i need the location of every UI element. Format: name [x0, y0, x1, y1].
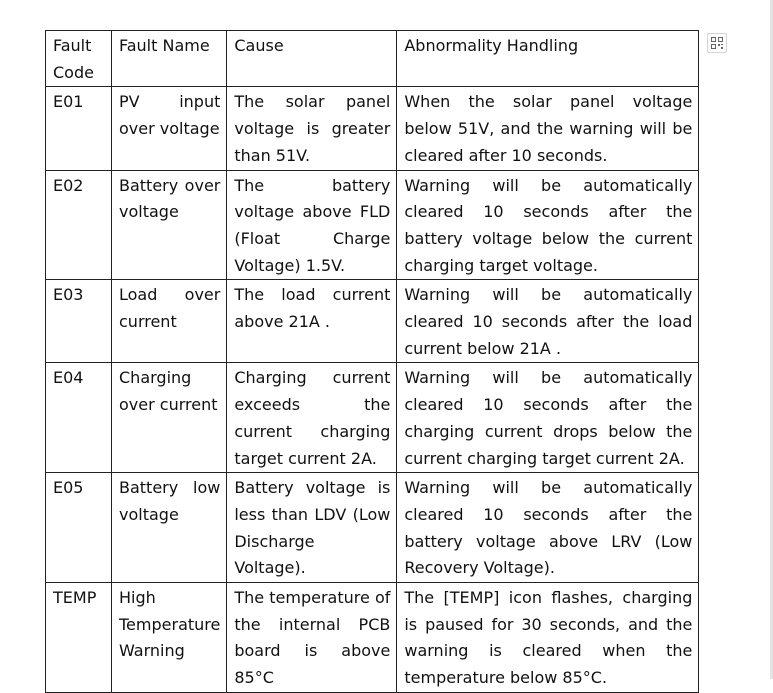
handling-cell: When the solar panel voltage below 51V, and the warning will be cleared after 10 seconds.: [397, 87, 699, 170]
handling-cell: Warning will be automatically cleared 10 seconds after the load current below 21A .: [397, 280, 699, 363]
handling-cell: Warning will be automatically cleared 10 seconds after the battery voltage below the current charging target voltage.: [397, 170, 699, 280]
cause-cell: Battery voltage is less than LDV (Low Discharge Voltage).: [227, 473, 397, 583]
fault-code-cell: E03: [46, 280, 112, 363]
fault-code-cell: E05: [46, 473, 112, 583]
header-fault-code: Fault Code: [46, 31, 112, 87]
fault-name-cell: Battery low voltage: [112, 473, 227, 583]
cause-cell: The solar panel voltage is greater than 51V.: [227, 87, 397, 170]
fault-code-cell: E04: [46, 363, 112, 473]
table-row: [46, 87, 699, 170]
fault-name-cell: High Temperature Warning: [112, 583, 227, 693]
cause-cell: Charging current exceeds the current charging target current 2A.: [227, 363, 397, 473]
qr-code-icon[interactable]: [707, 33, 727, 53]
handling-cell: The [TEMP] icon flashes, charging is paused for 30 seconds, and the warning is cleared when the temperature below 85°C.: [397, 583, 699, 693]
cause-cell: The load current above 21A .: [227, 280, 397, 363]
fault-name-cell: PV input over voltage: [112, 87, 227, 170]
table-row: [46, 170, 699, 280]
table-row: [46, 280, 699, 363]
fault-code-table: [45, 30, 699, 693]
header-abnormality-handling: Abnormality Handling: [397, 31, 699, 87]
header-fault-name: Fault Name: [112, 31, 227, 87]
fault-code-cell: E02: [46, 170, 112, 280]
cause-cell: The battery voltage above FLD (Float Charge Voltage) 1.5V.: [227, 170, 397, 280]
fault-code-cell: TEMP: [46, 583, 112, 693]
table-header-row: [46, 31, 699, 87]
table-row: [46, 583, 699, 693]
table-row: [46, 473, 699, 583]
qr-code-glyph: [711, 37, 723, 49]
fault-name-cell: Battery over voltage: [112, 170, 227, 280]
fault-name-cell: Charging over current: [112, 363, 227, 473]
handling-cell: Warning will be automatically cleared 10 seconds after the battery voltage above LRV (Low Recovery Voltage).: [397, 473, 699, 583]
table-row: [46, 363, 699, 473]
handling-cell: Warning will be automatically cleared 10 seconds after the charging current drops below the current charging target current 2A.: [397, 363, 699, 473]
cause-cell: The temperature of the internal PCB board is above 85°C: [227, 583, 397, 693]
fault-code-cell: E01: [46, 87, 112, 170]
header-cause: Cause: [227, 31, 397, 87]
fault-name-cell: Load over current: [112, 280, 227, 363]
